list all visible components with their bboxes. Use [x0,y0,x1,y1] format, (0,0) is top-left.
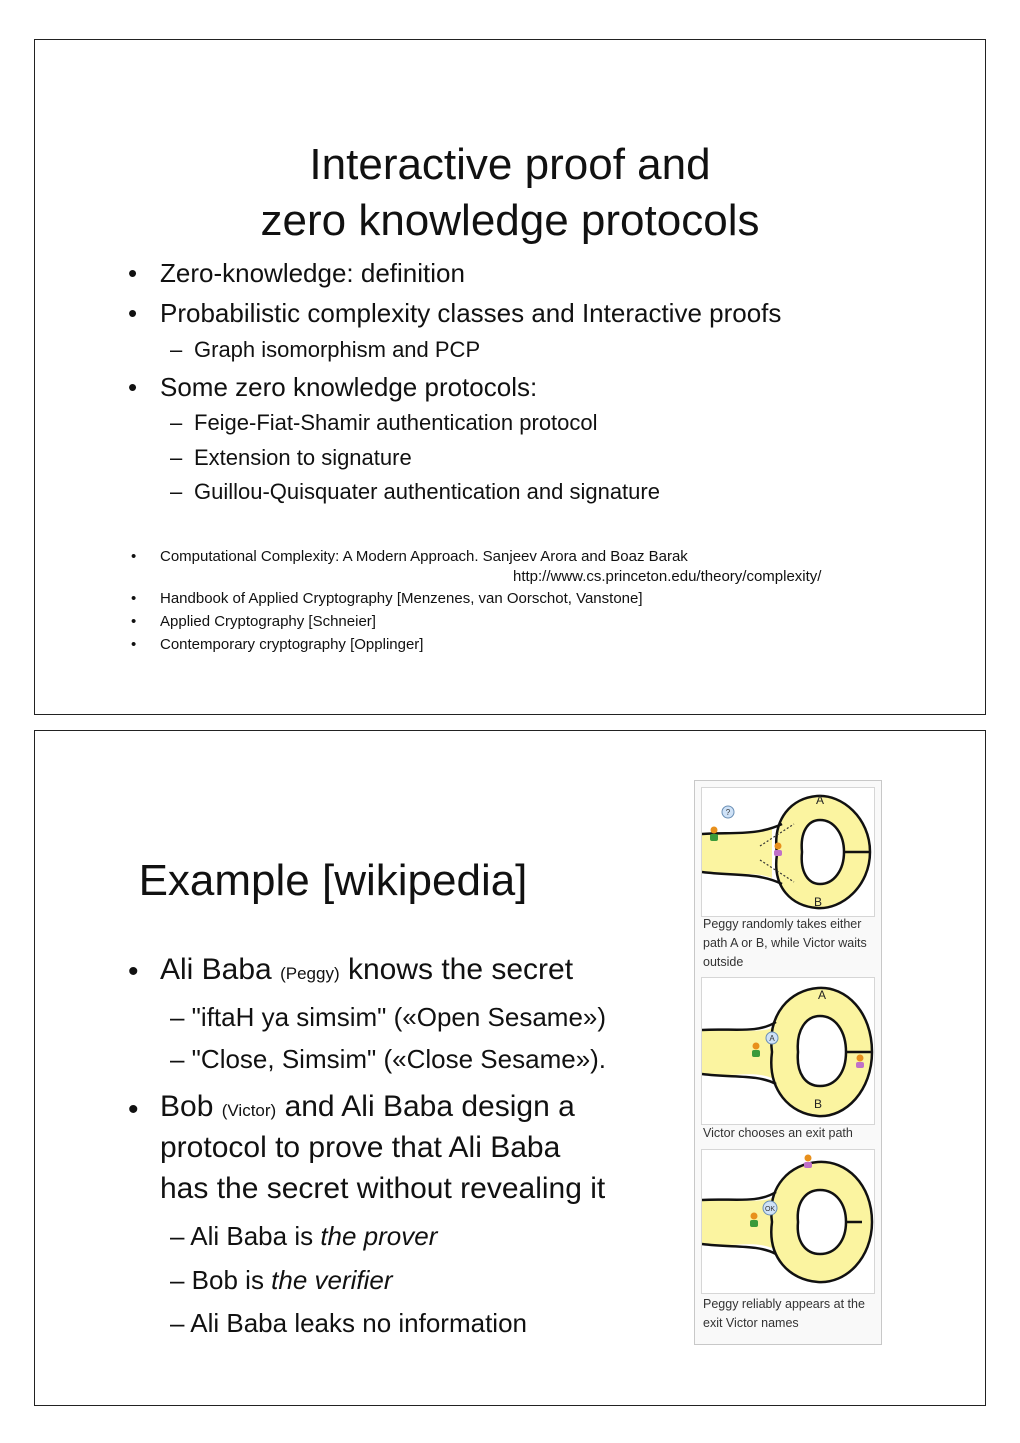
sub-verifier [170,1265,393,1296]
ali-baba-name: Ali Baba [160,953,272,986]
bullet-zero-knowledge: Zero-knowledge: definition [160,258,465,288]
bullet-marker: • [128,955,139,988]
figure-panel-2 [701,977,875,1125]
slide1-title-line2: zero knowledge protocols [260,196,760,245]
cave-diagram-3 [702,1150,874,1293]
cave-diagram-2 [702,978,874,1124]
sub-graph-isomorphism: Graph isomorphism and PCP [194,337,481,362]
bullet-marker: • [128,298,138,328]
slide1-title-line1: Interactive proof and [309,140,711,189]
figure-panel-1 [701,787,875,917]
sub-ffs: Feige-Fiat-Shamir authentication protocol [194,410,598,435]
ref-url[interactable]: http://www.cs.princeton.edu/theory/complexity/ [513,568,822,585]
sub-gq: Guillou-Quisquater authentication and signature [194,479,660,504]
ref-marker: • [131,636,137,653]
bubble-ok: OK [764,1206,776,1213]
ref-marker: • [131,590,137,607]
prover-prefix: – Ali Baba is [170,1221,321,1251]
ali-baba-rest: knows the secret [347,953,574,986]
bob-rest: and Ali Baba design a [284,1090,575,1123]
bullet-marker: • [128,1093,139,1126]
bullet-ali-baba [160,953,573,987]
sub-dash: – [170,445,183,470]
cave-diagram-1 [702,788,874,916]
ref-handbook: Handbook of Applied Cryptography [Menzenes, van Oorschot, Vanstone] [160,590,643,607]
sub-close-sesame: – "Close, Simsim" («Close Sesame»). [170,1044,607,1074]
bubble-question: ? [725,808,731,817]
bullet-bob [160,1090,575,1124]
ref-opplinger: Contemporary cryptography [Opplinger] [160,636,424,653]
sub-dash: – [170,410,183,435]
caption-1: Peggy randomly takes either path A or B, while Victor waits outside [703,917,867,969]
bubble-a: A [769,1034,775,1043]
label-b: B [813,895,823,909]
bullet-marker: • [128,258,138,288]
sub-extension: Extension to signature [194,445,412,470]
slide-1 [34,39,986,715]
bob-line2: protocol to prove that Ali Baba [160,1131,561,1164]
sub-dash: – [170,337,183,362]
slide2-title: Example [wikipedia] [138,856,528,905]
sub-dash: – [170,479,183,504]
label-a: A [815,793,825,807]
caption-3: Peggy reliably appears at the exit Victor names [703,1297,865,1330]
sub-no-leak: – Ali Baba leaks no information [170,1308,527,1338]
caption-2: Victor chooses an exit path [703,1126,853,1140]
victor-paren: (Victor) [221,1101,277,1120]
ref-arora-barak: Computational Complexity: A Modern Approach. Sanjeev Arora and Boaz Barak [160,548,688,565]
bob-name: Bob [160,1090,214,1123]
bob-line3: has the secret without revealing it [160,1172,606,1205]
bullet-probabilistic: Probabilistic complexity classes and Interactive proofs [160,298,782,328]
ref-marker: • [131,548,137,565]
bullet-marker: • [128,372,138,402]
sub-prover [170,1221,437,1252]
label-a-2: A [817,988,827,1002]
sub-open-sesame: – "iftaH ya simsim" («Open Sesame») [170,1002,607,1032]
cave-figure [694,780,882,1345]
figure-panel-3 [701,1149,875,1294]
ref-marker: • [131,613,137,630]
verifier-prefix: – Bob is [170,1265,272,1295]
peggy-paren: (Peggy) [280,964,340,983]
slide-2 [34,730,986,1406]
prover-em: the prover [320,1221,438,1251]
verifier-em: the verifier [271,1265,393,1295]
label-b-2: B [813,1097,823,1111]
ref-schneier: Applied Cryptography [Schneier] [160,613,376,630]
bullet-zk-protocols: Some zero knowledge protocols: [160,372,538,402]
